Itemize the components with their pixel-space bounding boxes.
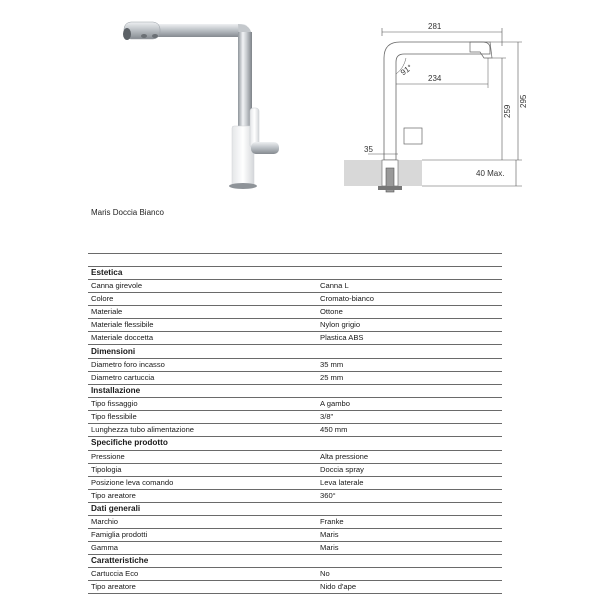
spec-value: 360° (320, 489, 502, 502)
spec-row (88, 293, 502, 306)
spec-table (88, 266, 502, 594)
dim-234: 234 (428, 74, 442, 83)
spec-key: Gamma (88, 541, 320, 554)
section-header-row (88, 345, 502, 358)
spec-key: Marchio (88, 515, 320, 528)
spec-value: Doccia spray (320, 463, 502, 476)
spec-key: Materiale (88, 306, 320, 319)
section-title: Estetica (88, 267, 502, 280)
section-title: Installazione (88, 384, 502, 397)
spec-key: Tipologia (88, 463, 320, 476)
section-title: Caratteristiche (88, 554, 502, 567)
spec-key: Tipo areatore (88, 581, 320, 594)
spec-row (88, 332, 502, 345)
spec-key: Famiglia prodotti (88, 528, 320, 541)
dim-259: 259 (503, 104, 512, 118)
spec-value: 35 mm (320, 358, 502, 371)
spec-row (88, 515, 502, 528)
spec-row (88, 371, 502, 384)
spec-value: 25 mm (320, 371, 502, 384)
spec-row (88, 476, 502, 489)
section-header-row (88, 437, 502, 450)
spec-key: Posizione leva comando (88, 476, 320, 489)
spec-key: Diametro cartuccia (88, 371, 320, 384)
spec-value: Cromato-bianco (320, 293, 502, 306)
spec-row (88, 306, 502, 319)
spec-key: Lunghezza tubo alimentazione (88, 424, 320, 437)
spec-value: Nylon grigio (320, 319, 502, 332)
spec-row (88, 541, 502, 554)
spec-value: 450 mm (320, 424, 502, 437)
spec-key: Pressione (88, 450, 320, 463)
spec-row (88, 489, 502, 502)
product-caption: Maris Doccia Bianco (91, 208, 164, 217)
spec-value: Alta pressione (320, 450, 502, 463)
section-header-row (88, 502, 502, 515)
spec-value: Nido d'ape (320, 581, 502, 594)
dim-angle: 91° (399, 62, 415, 78)
spec-value: No (320, 568, 502, 581)
spec-row (88, 424, 502, 437)
spec-key: Tipo areatore (88, 489, 320, 502)
spec-row (88, 319, 502, 332)
spec-value: Franke (320, 515, 502, 528)
spec-value: Maris (320, 541, 502, 554)
section-title: Dati generali (88, 502, 502, 515)
spec-value: Leva laterale (320, 476, 502, 489)
dim-35: 35 (364, 145, 373, 154)
divider (88, 253, 502, 254)
product-photo (100, 8, 300, 193)
section-header-row (88, 267, 502, 280)
spec-key: Tipo flessibile (88, 411, 320, 424)
spec-row (88, 568, 502, 581)
spec-key: Cartuccia Eco (88, 568, 320, 581)
dim-295: 295 (519, 94, 528, 108)
spec-value: Maris (320, 528, 502, 541)
dim-40max: 40 Max. (476, 169, 505, 178)
spec-value: A gambo (320, 398, 502, 411)
section-header-row (88, 384, 502, 397)
spec-row (88, 463, 502, 476)
spec-row (88, 280, 502, 293)
spec-key: Diametro foro incasso (88, 358, 320, 371)
spec-value: 3/8" (320, 411, 502, 424)
spec-row (88, 581, 502, 594)
section-header-row (88, 554, 502, 567)
spec-key: Tipo fissaggio (88, 398, 320, 411)
dim-281: 281 (428, 22, 442, 31)
section-title: Specifiche prodotto (88, 437, 502, 450)
spec-value: Canna L (320, 280, 502, 293)
spec-row (88, 411, 502, 424)
spec-key: Materiale doccetta (88, 332, 320, 345)
spec-row (88, 398, 502, 411)
spec-value: Plastica ABS (320, 332, 502, 345)
section-title: Dimensioni (88, 345, 502, 358)
spec-value: Ottone (320, 306, 502, 319)
spec-row (88, 528, 502, 541)
spec-row (88, 358, 502, 371)
spec-key: Materiale flessibile (88, 319, 320, 332)
technical-drawing (340, 18, 540, 208)
spec-key: Colore (88, 293, 320, 306)
spec-key: Canna girevole (88, 280, 320, 293)
spec-row (88, 450, 502, 463)
